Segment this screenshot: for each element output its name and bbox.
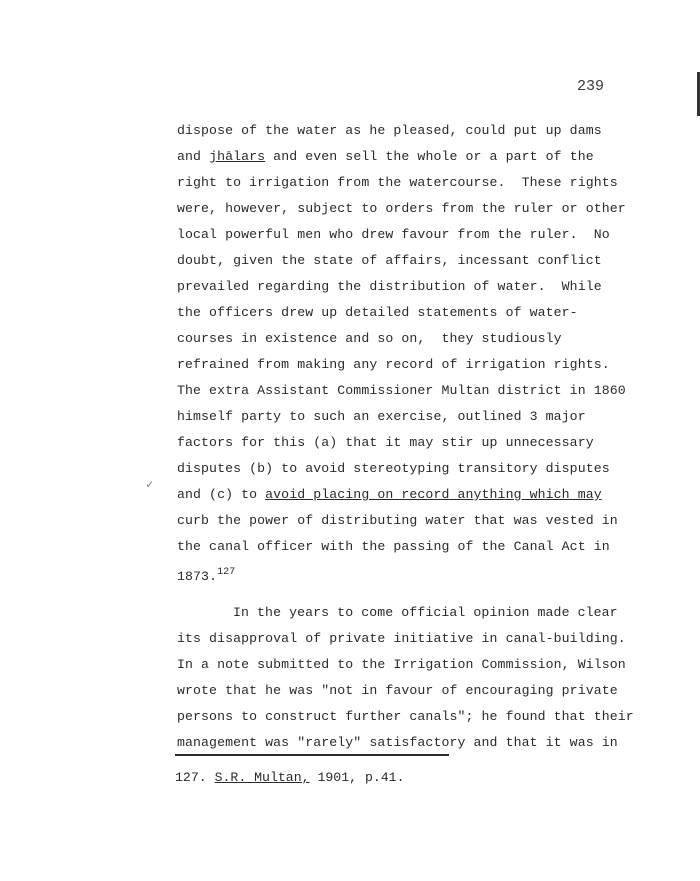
paragraph-1	[177, 118, 677, 586]
text-line: The extra Assistant Commissioner Multan district in 1860	[177, 383, 626, 398]
text-line: and jhālars and even sell the whole or a part of the	[177, 149, 594, 164]
margin-check-mark: ✓	[146, 478, 154, 492]
text-line: its disapproval of private initiative in canal-building.	[177, 631, 626, 646]
body-text	[177, 118, 677, 756]
text-line: dispose of the water as he pleased, could put up dams	[177, 123, 602, 138]
text-line: wrote that he was "not in favour of encouraging private	[177, 683, 618, 698]
text-line: In the years to come official opinion made clear	[233, 605, 618, 620]
text-line: and (c) to avoid placing on record anything which may	[177, 487, 602, 502]
text-line: disputes (b) to avoid stereotyping transitory disputes	[177, 461, 610, 476]
text-line: refrained from making any record of irrigation rights.	[177, 357, 610, 372]
text-line: the canal officer with the passing of the Canal Act in	[177, 539, 610, 554]
text-line: factors for this (a) that it may stir up unnecessary	[177, 435, 594, 450]
text-line: right to irrigation from the watercourse. These rights	[177, 175, 618, 190]
footnote-rule	[175, 754, 449, 756]
text-line: management was "rarely" satisfactory and that it was in	[177, 735, 618, 750]
text-line: In a note submitted to the Irrigation Commission, Wilson	[177, 657, 626, 672]
footnote-source: S.R. Multan,	[214, 770, 310, 785]
text-line: were, however, subject to orders from the ruler or other	[177, 201, 626, 216]
text-line: the officers drew up detailed statements of water-	[177, 305, 578, 320]
text-line: doubt, given the state of affairs, incessant conflict	[177, 253, 602, 268]
text-line: curb the power of distributing water that was vested in	[177, 513, 618, 528]
footnote	[175, 768, 405, 788]
footnote-rest: 1901, p.41.	[309, 770, 405, 785]
footnote-number: 127.	[175, 770, 207, 785]
text-line: 1873.$^{127}$	[177, 567, 236, 584]
text-line: persons to construct further canals"; he found that their	[177, 709, 634, 724]
text-line: courses in existence and so on, they studiously	[177, 331, 562, 346]
text-line: local powerful men who drew favour from the ruler. No	[177, 227, 610, 242]
page-number: 239	[577, 78, 605, 95]
text-line: himself party to such an exercise, outlined 3 major	[177, 409, 586, 424]
paragraph-2	[177, 600, 677, 756]
text-line: prevailed regarding the distribution of water. While	[177, 279, 602, 294]
